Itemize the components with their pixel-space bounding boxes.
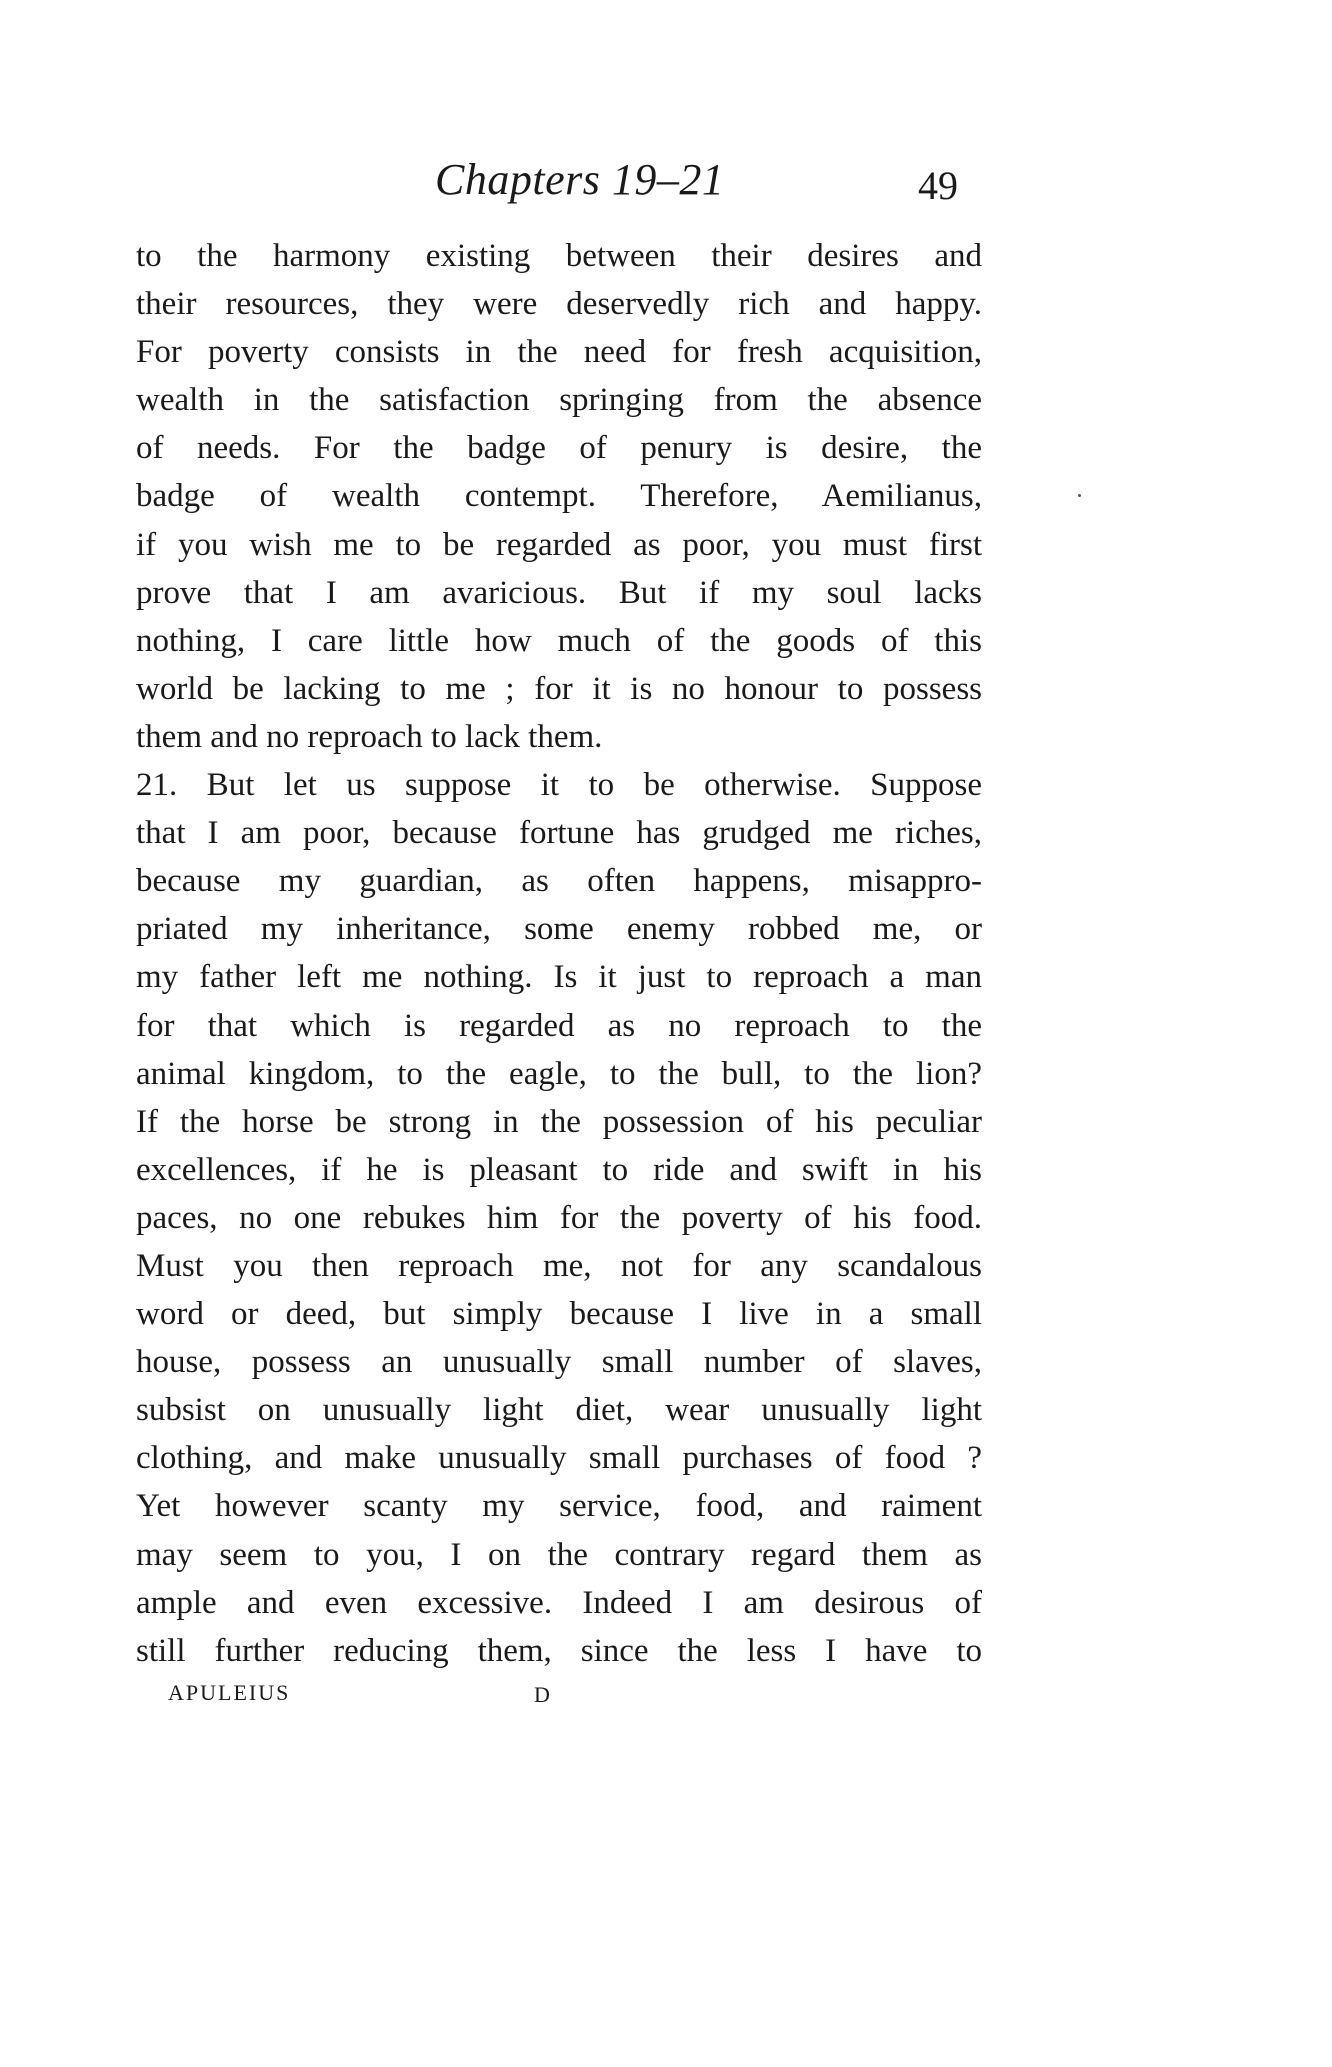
text-line: word or deed, but simply because I live in a small [136, 1296, 982, 1333]
paragraph-end-line: them and no reproach to lack them. [136, 718, 603, 755]
text-line: subsist on unusually light diet, wear unusually light [136, 1392, 982, 1429]
signature-mark: D [534, 1682, 552, 1707]
text-line: priated my inheritance, some enemy robbed me, or [136, 911, 982, 948]
text-line: animal kingdom, to the eagle, to the bull, to the lion? [136, 1055, 982, 1092]
text-line: prove that I am avaricious. But if my soul lacks [136, 574, 982, 611]
text-line: to the harmony existing between their desires and [136, 238, 982, 274]
text-line: badge of wealth contempt. Therefore, Aemilianus, [136, 478, 982, 515]
text-line: If the horse be strong in the possession of his peculiar [136, 1103, 982, 1140]
text-line: my father left me nothing. Is it just to reproach a man [136, 959, 982, 996]
text-line: still further reducing them, since the less I have to [136, 1632, 982, 1669]
text-line: clothing, and make unusually small purchases of food ? [136, 1440, 982, 1477]
text-line: house, possess an unusually small number of slaves, [136, 1344, 982, 1381]
text-line: that I am poor, because fortune has grudged me riches, [136, 815, 982, 852]
text-line: Must you then reproach me, not for any scandalous [136, 1247, 982, 1284]
text-line: wealth in the satisfaction springing from the absence [136, 382, 982, 419]
page-footer [0, 1680, 1332, 1720]
text-line: Yet however scanty my service, food, and raiment [136, 1488, 982, 1525]
text-line: of needs. For the badge of penury is desire, the [136, 430, 982, 467]
text-line: nothing, I care little how much of the goods of this [136, 622, 982, 659]
page-number: 49 [918, 163, 958, 208]
text-line: their resources, they were deservedly rich and happy. [136, 286, 982, 323]
body-text [136, 232, 982, 1675]
ink-speck [1078, 494, 1081, 497]
section-start-line: 21. But let us suppose it to be otherwise. Suppose [136, 767, 982, 804]
text-line: because my guardian, as often happens, misappro- [136, 863, 982, 900]
text-line: excellences, if he is pleasant to ride and swift in his [136, 1151, 982, 1188]
text-line: may seem to you, I on the contrary regard them as [136, 1536, 982, 1573]
text-line: for that which is regarded as no reproach to the [136, 1007, 982, 1044]
text-line: paces, no one rebukes him for the poverty of his food. [136, 1199, 982, 1236]
signature-name: APULEIUS [168, 1680, 291, 1705]
page-header [0, 150, 1332, 210]
text-line: if you wish me to be regarded as poor, you must first [136, 526, 982, 563]
text-line: For poverty consists in the need for fresh acquisition, [136, 334, 982, 371]
running-title: Chapters 19–21 [435, 155, 725, 204]
text-line: ample and even excessive. Indeed I am desirous of [136, 1584, 982, 1621]
text-line: world be lacking to me ; for it is no honour to possess [136, 670, 982, 707]
